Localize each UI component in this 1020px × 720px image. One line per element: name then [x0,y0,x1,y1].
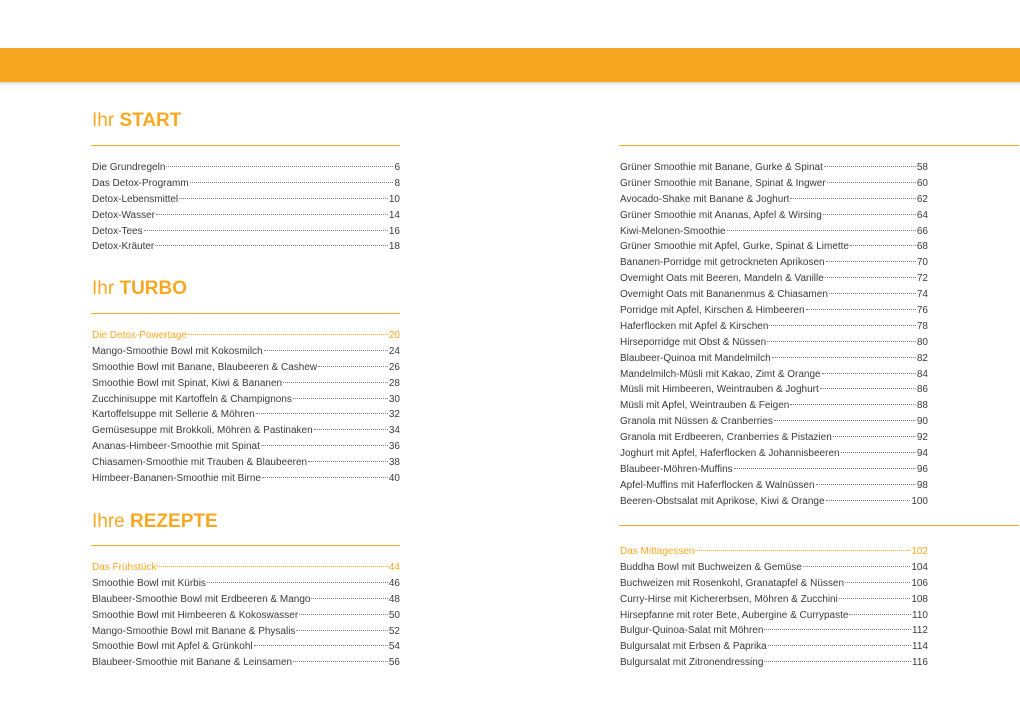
toc-leader-dots [774,420,916,421]
toc-entry-label: Blaubeer-Möhren-Muffins [620,463,733,475]
toc-entry-page-number: 28 [388,377,400,389]
toc-entry [620,192,928,208]
toc-leader-dots [806,309,916,310]
toc-leader-dots [790,198,916,199]
toc-leader-dots [803,566,911,567]
toc-entry-label: Buddha Bowl mit Buchweizen & Gemüse [620,561,802,573]
toc-entry-label: Bananen-Porridge mit getrockneten Aprikosen [620,257,825,269]
toc-entry-label: Gemüsesuppe mit Brokkoli, Möhren & Pastinaken [92,425,313,437]
toc-entry [620,446,928,462]
toc-leader-dots [767,341,916,342]
toc-entry-label: Hirseporridge mit Obst & Nüssen [620,336,767,348]
toc-entry-label: Curry-Hirse mit Kichererbsen, Möhren & Zucchini [620,593,838,605]
toc-entry-page-number: 102 [911,546,928,557]
toc-entry-page-number: 26 [388,361,400,373]
toc-leader-dots [283,382,388,383]
toc-entry-label: Chiasamen-Smoothie mit Trauben & Blaubeeren [92,457,308,469]
toc-entry-page-number: 16 [388,225,400,237]
toc-entry-page-number: 82 [916,352,928,364]
toc-entry [92,608,400,624]
toc-entry-page-number: 14 [388,209,400,221]
toc-entry [620,287,928,303]
toc-entry-label: Kiwi-Melonen-Smoothie [620,225,726,237]
toc-entry [620,608,928,624]
toc-entry [620,576,928,592]
toc-entry-label: Mango-Smoothie Bowl mit Banane & Physalis [92,625,296,637]
toc-entry-label: Haferflocken mit Apfel & Kirschen [620,320,769,332]
toc-entry-label: Blaubeer-Smoothie mit Banane & Leinsamen [92,657,293,669]
toc-entry [92,624,400,640]
section-divider [91,545,400,546]
toc-list-turbo [92,328,400,487]
toc-entry-label: Avocado-Shake mit Banane & Joghurt [620,193,790,205]
toc-entry [620,639,928,655]
toc-entry-page-number: 86 [916,384,928,396]
toc-entry-label: Apfel-Muffins mit Haferflocken & Walnüssen [620,479,815,491]
toc-leader-dots [734,468,916,469]
toc-entry-page-number: 46 [388,577,400,589]
toc-entry-label: Zucchinisuppe mit Kartoffeln & Champignons [92,393,292,405]
toc-leader-dots [256,413,388,414]
toc-entry-label: Mango-Smoothie Bowl mit Kokosmilch [92,345,263,357]
toc-entry-page-number: 112 [912,625,928,637]
toc-entry-label: Buchweizen mit Rosenkohl, Granatapfel & Nüssen [620,577,845,589]
section-divider [91,313,400,314]
toc-entry-page-number: 110 [912,609,928,621]
toc-entry-page-number: 108 [911,593,928,605]
toc-entry-label: Overnight Oats mit Bananenmus & Chiasamen [620,289,828,301]
toc-leader-dots [262,477,388,478]
section-divider [619,525,1019,526]
toc-entry-page-number: 52 [388,625,400,637]
toc-entry [620,255,928,271]
toc-entry-page-number: 48 [388,593,400,605]
toc-entry-label: Hirsepfanne mit roter Bete, Aubergine & Currypaste [620,609,849,621]
toc-list-rezepte [92,560,400,671]
section-prefix: Ihr [92,110,115,131]
toc-leader-dots [293,661,388,662]
toc-leader-dots [695,550,910,551]
toc-entry-page-number: 34 [388,425,400,437]
toc-entry-label: Smoothie Bowl mit Spinat, Kiwi & Bananen [92,377,283,389]
toc-leader-dots [314,429,388,430]
toc-entry-page-number: 84 [916,368,928,380]
toc-entry [620,176,928,192]
toc-entry-page-number: 50 [388,609,400,621]
toc-entry-label: Das Detox-Programm [92,177,189,189]
toc-leader-dots [827,182,916,183]
toc-entry-page-number: 90 [916,416,928,428]
toc-entry [620,208,928,224]
toc-leader-dots [839,598,910,599]
toc-entry-label: Grüner Smoothie mit Apfel, Gurke, Spinat & Limette [620,241,849,253]
toc-entry-page-number: 72 [916,273,928,285]
toc-entry-page-number: 10 [388,193,400,205]
toc-entry-page-number: 62 [916,193,928,205]
toc-leader-dots [764,629,911,630]
toc-entry [92,224,400,240]
toc-entry [92,455,400,471]
toc-entry-page-number: 104 [911,561,928,573]
toc-entry [92,176,400,192]
toc-list-mittagessen [620,544,928,671]
toc-entry-label: Müsli mit Himbeeren, Weintrauben & Joghurt [620,384,819,396]
toc-entry-label: Grüner Smoothie mit Banane, Gurke & Spinat [620,162,823,173]
toc-entry [92,639,400,655]
toc-entry-label: Grüner Smoothie mit Ananas, Apfel & Wirsing [620,209,822,221]
toc-leader-dots [318,366,388,367]
toc-entry-label: Kartoffelsuppe mit Sellerie & Möhren [92,409,255,421]
toc-entry [620,655,928,671]
toc-leader-dots [820,388,916,389]
toc-leader-dots [155,245,388,246]
toc-entry-label: Blaubeer-Smoothie Bowl mit Erdbeeren & Mango [92,593,311,605]
toc-entry-label: Overnight Oats mit Beeren, Mandeln & Vanille [620,273,824,285]
toc-entry-page-number: 94 [916,448,928,460]
toc-entry [620,160,928,176]
toc-entry-page-number: 114 [912,641,928,653]
toc-entry-page-number: 96 [916,463,928,475]
toc-entry-page-number: 76 [916,305,928,317]
toc-leader-dots [144,230,388,231]
toc-entry [92,208,400,224]
toc-entry [92,344,400,360]
toc-leader-dots [829,293,916,294]
toc-entry [620,623,928,639]
toc-leader-dots [166,166,393,167]
toc-entry-label: Grüner Smoothie mit Banane, Spinat & Ingwer [620,177,826,189]
toc-entry-label: Bulgursalat mit Erbsen & Paprika [620,641,767,653]
toc-entry-label: Himbeer-Bananen-Smoothie mit Birne [92,473,261,485]
toc-leader-dots [293,398,388,399]
toc-entry [92,655,400,671]
toc-leader-dots [188,334,388,335]
toc-leader-dots [311,598,387,599]
toc-entry [620,224,928,240]
toc-entry-page-number: 98 [916,479,928,491]
toc-entry-label: Das Mittagessen [620,546,695,557]
toc-entry-page-number: 116 [912,657,928,669]
toc-entry [620,335,928,351]
toc-entry-label: Ananas-Himbeer-Smoothie mit Spinat [92,441,260,453]
toc-entry-label: Bulgursalat mit Zitronendressing [620,657,764,669]
toc-entry [620,303,928,319]
toc-leader-dots [826,261,916,262]
section-title-rezepte [92,511,218,533]
section-divider [619,145,1019,146]
toc-entry-page-number: 32 [388,409,400,421]
right-page [620,0,928,720]
toc-entry-label: Detox-Lebensmittel [92,193,179,205]
toc-leader-dots [254,645,388,646]
section-divider [91,145,400,146]
toc-entry-label: Smoothie Bowl mit Kürbis [92,577,206,589]
toc-leader-dots [296,630,387,631]
toc-entry-page-number: 88 [916,400,928,412]
toc-entry-label: Beeren-Obstsalat mit Aprikose, Kiwi & Orange [620,495,825,507]
toc-entry [92,439,400,455]
toc-entry [620,414,928,430]
toc-entry-label: Detox-Kräuter [92,241,155,253]
toc-entry-page-number: 58 [916,162,928,173]
toc-entry [620,494,928,510]
toc-chapter-entry [92,328,400,344]
toc-entry [620,592,928,608]
toc-entry-page-number: 74 [916,289,928,301]
toc-leader-dots [261,445,388,446]
toc-leader-dots [816,484,916,485]
toc-entry-page-number: 64 [916,209,928,221]
toc-entry [92,360,400,376]
toc-leader-dots [850,245,916,246]
toc-leader-dots [207,582,388,583]
toc-leader-dots [826,500,911,501]
toc-entry-label: Smoothie Bowl mit Apfel & Grünkohl [92,641,253,653]
toc-entry [620,462,928,478]
toc-entry-label: Granola mit Nüssen & Cranberries [620,416,773,428]
toc-entry-label: Porridge mit Apfel, Kirschen & Himbeeren [620,305,805,317]
toc-leader-dots [308,461,388,462]
toc-entry-label: Detox-Wasser [92,209,155,221]
toc-entry-page-number: 20 [388,330,400,341]
toc-entry-label: Müsli mit Apfel, Weintrauben & Feigen [620,400,790,412]
toc-list-fruehstueck-continued [620,160,928,510]
toc-entry [620,367,928,383]
toc-entry-page-number: 70 [916,257,928,269]
toc-entry-label: Detox-Tees [92,225,143,237]
toc-entry-label: Blaubeer-Quinoa mit Mandelmilch [620,352,771,364]
toc-entry-page-number: 54 [388,641,400,653]
toc-entry-label: Joghurt mit Apfel, Haferflocken & Johannisbeeren [620,448,840,460]
toc-entry [620,351,928,367]
section-heading: TURBO [119,278,188,299]
toc-entry-page-number: 8 [394,177,400,189]
toc-entry-label: Smoothie Bowl mit Himbeeren & Kokoswasser [92,609,299,621]
toc-entry [92,160,400,176]
toc-leader-dots [772,357,916,358]
section-prefix: Ihre [92,511,125,532]
toc-leader-dots [764,661,911,662]
toc-entry [92,192,400,208]
section-title-turbo [92,278,187,300]
toc-entry-page-number: 60 [916,177,928,189]
toc-leader-dots [768,645,911,646]
toc-leader-dots [727,230,916,231]
toc-leader-dots [823,214,916,215]
toc-entry-page-number: 40 [388,473,400,485]
toc-entry [620,398,928,414]
toc-leader-dots [156,214,388,215]
toc-entry-page-number: 106 [911,577,928,589]
toc-entry-label: Bulgur-Quinoa-Salat mit Möhren [620,625,764,637]
toc-entry-page-number: 6 [394,162,400,173]
toc-leader-dots [769,325,915,326]
toc-entry-page-number: 30 [388,393,400,405]
toc-entry-label: Die Grundregeln [92,162,166,173]
toc-entry-label: Smoothie Bowl mit Banane, Blaubeeren & Cashew [92,361,318,373]
toc-entry-page-number: 36 [388,441,400,453]
toc-entry-page-number: 44 [388,562,400,573]
toc-entry-label: Granola mit Erdbeeren, Cranberries & Pistazien [620,432,832,444]
toc-leader-dots [264,350,388,351]
toc-entry-page-number: 68 [916,241,928,253]
toc-entry [92,392,400,408]
toc-leader-dots [849,614,911,615]
left-page [92,0,400,720]
toc-entry-page-number: 18 [388,241,400,253]
toc-leader-dots [157,566,387,567]
toc-entry-label: Mandelmilch-Müsli mit Kakao, Zimt & Orange [620,368,821,380]
toc-leader-dots [841,452,916,453]
toc-chapter-entry [92,560,400,576]
toc-entry-page-number: 78 [916,320,928,332]
section-prefix: Ihr [92,278,115,299]
toc-leader-dots [790,404,916,405]
toc-entry [620,319,928,335]
toc-entry [92,239,400,255]
toc-entry-page-number: 80 [916,336,928,348]
toc-entry [620,560,928,576]
toc-leader-dots [190,182,394,183]
section-title-start [92,110,181,132]
toc-entry [92,407,400,423]
toc-entry [620,271,928,287]
toc-entry-page-number: 38 [388,457,400,469]
toc-entry [620,239,928,255]
toc-entry-page-number: 66 [916,225,928,237]
toc-leader-dots [824,166,916,167]
toc-entry [620,430,928,446]
toc-entry [92,376,400,392]
toc-leader-dots [179,198,388,199]
toc-entry [620,382,928,398]
toc-leader-dots [299,614,388,615]
toc-leader-dots [845,582,910,583]
toc-entry-label: Die Detox-Powertage [92,330,188,341]
section-heading: REZEPTE [130,511,218,532]
toc-leader-dots [833,436,916,437]
toc-entry [92,592,400,608]
toc-entry [92,576,400,592]
toc-entry-page-number: 92 [916,432,928,444]
toc-entry [620,478,928,494]
toc-leader-dots [822,373,916,374]
toc-entry-page-number: 24 [388,345,400,357]
toc-list-start [92,160,400,255]
toc-chapter-entry [620,544,928,560]
toc-entry [92,471,400,487]
toc-leader-dots [825,277,916,278]
toc-entry [92,423,400,439]
section-heading: START [119,110,182,131]
toc-entry-page-number: 100 [911,495,928,507]
toc-entry-page-number: 56 [388,657,400,669]
toc-entry-label: Das Frühstück [92,562,157,573]
